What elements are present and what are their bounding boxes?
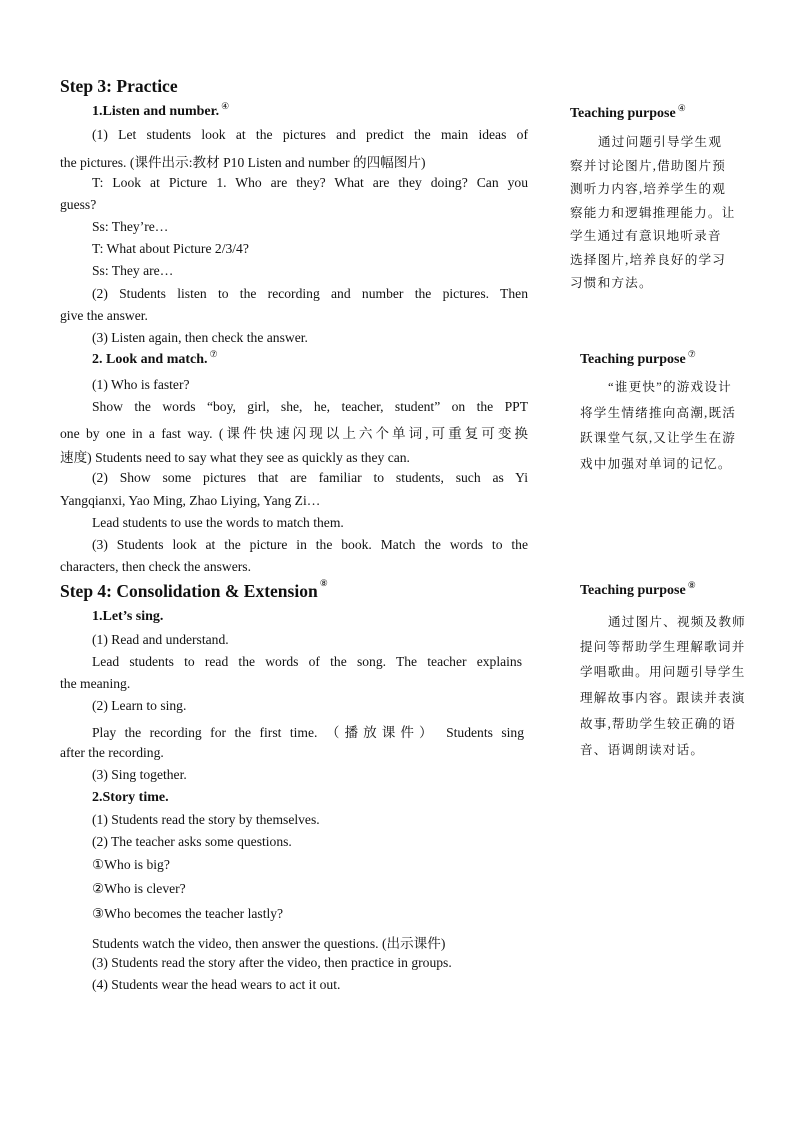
teaching-purpose-line: 音、语调朗读对话。 <box>580 743 705 757</box>
paragraph-line: one by one in a fast way. (课件快速闪现以上六个单词,可重复可变换 <box>60 426 528 441</box>
teaching-purpose-line: 学生通过有意识地听录音 <box>570 229 722 243</box>
paragraph-line: (4) Students wear the head wears to act it out. <box>92 977 341 992</box>
paragraph-line: Lead students to use the words to match them. <box>92 515 344 530</box>
paragraph-line: (3) Students look at the picture in the book. Match the words to the <box>92 537 528 552</box>
section-title-text: 2. Look and match. <box>92 352 208 367</box>
teaching-purpose-label: Teaching purpose <box>580 583 686 598</box>
paragraph-line: characters, then check the answers. <box>60 559 251 574</box>
teaching-purpose-line: 故事,帮助学生较正确的语 <box>580 717 737 731</box>
teaching-purpose-line: 理解故事内容。跟读并表演 <box>580 691 746 705</box>
footnote-mark: ⑧ <box>687 580 696 590</box>
paragraph-line: (3) Listen again, then check the answer. <box>92 330 308 345</box>
footnote-mark: ⑧ <box>319 578 328 588</box>
footnote-mark: ⑦ <box>209 349 218 359</box>
teaching-purpose-line: 学唱歌曲。用问题引导学生 <box>580 665 746 679</box>
paragraph-line: Yangqianxi, Yao Ming, Zhao Liying, Yang Zi… <box>60 493 321 508</box>
teaching-purpose-line: 通过图片、视频及教师 <box>608 615 746 629</box>
footnote-mark: ④ <box>677 103 686 113</box>
section-story-time-title: 2.Story time. <box>92 790 169 805</box>
paragraph-line: Play the recording for the first time. （播放课件） Students sing <box>92 725 524 740</box>
teaching-purpose-line: “谁更快”的游戏设计 <box>608 380 732 394</box>
paragraph-line: Ss: They’re… <box>92 219 169 234</box>
paragraph-line: T: Look at Picture 1. Who are they? What are they doing? Can you <box>92 175 528 190</box>
step4-heading <box>60 578 328 602</box>
paragraph-line: (2) Show some pictures that are familiar to students, such as Yi <box>92 470 528 485</box>
paragraph-line: (1) Who is faster? <box>92 377 190 392</box>
paragraph-line: (1) Students read the story by themselves. <box>92 812 320 827</box>
teaching-purpose-line: 提问等帮助学生理解歌词并 <box>580 640 746 654</box>
section-lets-sing-title: 1.Let’s sing. <box>92 609 164 624</box>
teaching-purpose-line: 测听力内容,培养学生的观 <box>570 182 727 196</box>
question-item: ③Who becomes the teacher lastly? <box>92 906 284 921</box>
paragraph-line: the pictures. (课件出示:教材 P10 Listen and number 的四幅图片) <box>60 155 426 170</box>
paragraph-line: Show the words “boy, girl, she, he, teacher, student” on the PPT <box>92 399 528 414</box>
question-item: ①Who is big? <box>92 857 170 872</box>
footnote-mark: ⑦ <box>687 349 696 359</box>
footnote-mark: ④ <box>221 101 230 111</box>
paragraph-line: Lead students to read the words of the song. The teacher explains <box>92 654 522 669</box>
paragraph-line: after the recording. <box>60 745 164 760</box>
paragraph-line: (2) Learn to sing. <box>92 698 187 713</box>
paragraph-line: (2) The teacher asks some questions. <box>92 834 292 849</box>
teaching-purpose-line: 习惯和方法。 <box>570 276 653 290</box>
section-look-match-title <box>92 349 218 368</box>
step4-heading-text: Step 4: Consolidation & Extension <box>60 581 318 601</box>
teaching-purpose-line: 察并讨论图片,借助图片预 <box>570 159 727 173</box>
teaching-purpose-3-title <box>580 580 696 599</box>
teaching-purpose-line: 将学生情绪推向高潮,既活 <box>580 406 737 420</box>
paragraph-line: (3) Sing together. <box>92 767 187 782</box>
step3-heading: Step 3: Practice <box>60 76 178 96</box>
paragraph-line: 速度) Students need to say what they see as quickly as they can. <box>60 450 410 465</box>
paragraph-line: guess? <box>60 197 97 212</box>
section-listen-number-title <box>92 101 230 120</box>
paragraph-line: Students watch the video, then answer the questions. (出示课件) <box>92 936 446 951</box>
paragraph-line: the meaning. <box>60 676 131 691</box>
teaching-purpose-2-title <box>580 349 696 368</box>
teaching-purpose-line: 跃课堂气氛,又让学生在游 <box>580 431 737 445</box>
paragraph-line: (3) Students read the story after the video, then practice in groups. <box>92 955 452 970</box>
paragraph-line: (2) Students listen to the recording and number the pictures. Then <box>92 286 528 301</box>
teaching-purpose-label: Teaching purpose <box>570 106 676 121</box>
question-item: ②Who is clever? <box>92 881 186 896</box>
teaching-purpose-line: 通过问题引导学生观 <box>598 135 723 149</box>
section-title-text: 1.Listen and number. <box>92 104 220 119</box>
teaching-purpose-line: 察能力和逻辑推理能力。让 <box>570 206 736 220</box>
paragraph-line: give the answer. <box>60 308 148 323</box>
paragraph-line: Ss: They are… <box>92 263 174 278</box>
paragraph-line: (1) Read and understand. <box>92 632 229 647</box>
teaching-purpose-1-title <box>570 103 686 122</box>
teaching-purpose-line: 戏中加强对单词的记忆。 <box>580 457 732 471</box>
paragraph-line: T: What about Picture 2/3/4? <box>92 241 249 256</box>
teaching-purpose-label: Teaching purpose <box>580 352 686 367</box>
teaching-purpose-line: 选择图片,培养良好的学习 <box>570 253 727 267</box>
paragraph-line: (1) Let students look at the pictures and predict the main ideas of <box>92 127 528 142</box>
